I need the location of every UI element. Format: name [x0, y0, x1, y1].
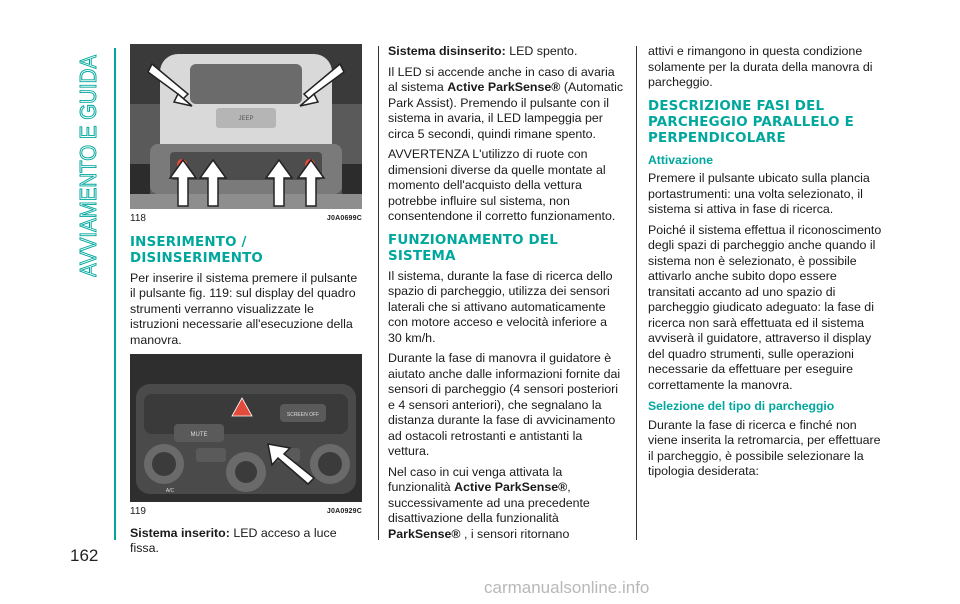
- paragraph-disinserito: [388, 44, 624, 60]
- paragraph: Durante la fase di ricerca e finché non viene inserita la retromarcia, per effettuare il parcheggio, è possibile selezionare la tipologia desiderata:: [648, 417, 881, 478]
- text: Nel caso in cui venga attivata la funzionalità: [388, 464, 563, 494]
- paragraph-avvertenza: AVVERTENZA L'utilizzo di ruote con dimensioni diverse da quelle montate al momento dell'acquisto della vettura potrebbe influire sul sistema, non consentendone il corretto funzionamento.: [388, 147, 616, 223]
- text-bold: ParkSense®: [388, 526, 461, 541]
- text: Il LED si accende anche in caso di avaria al sistema: [388, 64, 615, 94]
- watermark: carmanualsonline.info: [484, 578, 650, 597]
- figure-number: 118: [130, 213, 146, 224]
- heading-inserimento: INSERIMENTO / DISINSERIMENTO: [130, 234, 264, 266]
- figure-code: J0A0699C: [326, 215, 362, 222]
- section-title-vertical: [74, 52, 104, 277]
- text: , i sensori ritornano: [463, 526, 570, 541]
- column-divider: [378, 46, 379, 540]
- subheading-selezione: Selezione del tipo di parcheggio: [648, 399, 835, 413]
- paragraph: [388, 465, 624, 543]
- column-3: [648, 44, 884, 485]
- label-bold: Sistema disinserito:: [388, 44, 506, 58]
- figure-number: 119: [130, 506, 146, 517]
- jeep-badge: JEEP: [238, 116, 254, 122]
- text-bold: Active ParkSense®: [454, 480, 568, 494]
- column-1: [130, 44, 362, 562]
- paragraph-inserito: [130, 526, 362, 557]
- paragraph: attivi e rimangono in questa condizione solamente per la durata della manovra di parcheggio.: [648, 44, 873, 89]
- subheading-attivazione: Attivazione: [648, 152, 714, 167]
- figure-119-caption: [130, 504, 362, 520]
- paragraph: Per inserire il sistema premere il pulsante il pulsante fig. 119: sul display del quadro strumenti verranno visualizzate le istruzioni necessarie all'esecuzione della manovra.: [130, 270, 358, 347]
- text: (Automatic Park Assist). Premendo il pulsante con il sistema in avaria, il LED lampeggia per circa 5 secondi, quindi rimane spento.: [388, 80, 624, 141]
- text-bold: Active ParkSense®: [447, 80, 561, 94]
- column-divider: [636, 46, 637, 540]
- paragraph: Durante la fase di manovra il guidatore è aiutato anche dalle informazioni fornite dai sensori di parcheggio (4 sensori posteriori e 4 sensori anteriori), che segnalano la distanza durante la fase di avvicinamento ad ostacoli retrostanti e antistanti la vettura.: [388, 351, 621, 458]
- section-title-text: AVVIAMENTO E GUIDA: [75, 52, 101, 277]
- text: LED spento.: [509, 44, 578, 58]
- figure-119-photo: [130, 354, 362, 502]
- paragraph: Il sistema, durante la fase di ricerca dello spazio di parcheggio, utilizza dei sensori laterali che si attivano automaticamente con motore acceso e velocità inferiore a 30 km/h.: [388, 268, 613, 345]
- heading-descrizione: DESCRIZIONE FASI DEL PARCHEGGIO PARALLELO E PERPENDICOLARE: [648, 98, 854, 146]
- screen-off-button-label: SCREEN OFF: [286, 412, 320, 418]
- figure-118-photo: [130, 44, 362, 209]
- figure-118-caption: [130, 211, 362, 227]
- label-bold: Sistema inserito:: [130, 525, 230, 540]
- paragraph: Poiché il sistema effettua il riconoscimento degli spazi di parcheggio anche quando il sistema non è selezionato, è possibile attivarlo anche subito dopo essere transitati accanto ad uno spazio di parcheggio giudicato adeguato: la fase di ricerca non sarà effettuata ed il sistema avviserà il guidatore, attraverso il display del quadro strumenti, sulle operazioni necessarie da effettuare per eseguire correttamente la manovra.: [648, 222, 882, 392]
- column-2: [388, 44, 624, 547]
- text: LED acceso a luce fissa.: [130, 525, 337, 555]
- text: , successivamente ad una precedente disattivazione della funzionalità: [388, 480, 590, 525]
- paragraph-avaria: [388, 65, 624, 143]
- page-number: 162: [70, 546, 99, 565]
- paragraph: Premere il pulsante ubicato sulla plancia portastrumenti: una volta selezionato, il sistema si attiva in fase di ricerca.: [648, 171, 870, 216]
- mute-button-label: MUTE: [190, 432, 208, 438]
- ac-button-label: A/C: [165, 488, 175, 494]
- heading-funzionamento: FUNZIONAMENTO DEL SISTEMA: [388, 232, 558, 264]
- sidebar-rule: [114, 48, 116, 540]
- figure-code: J0A0929C: [326, 508, 362, 515]
